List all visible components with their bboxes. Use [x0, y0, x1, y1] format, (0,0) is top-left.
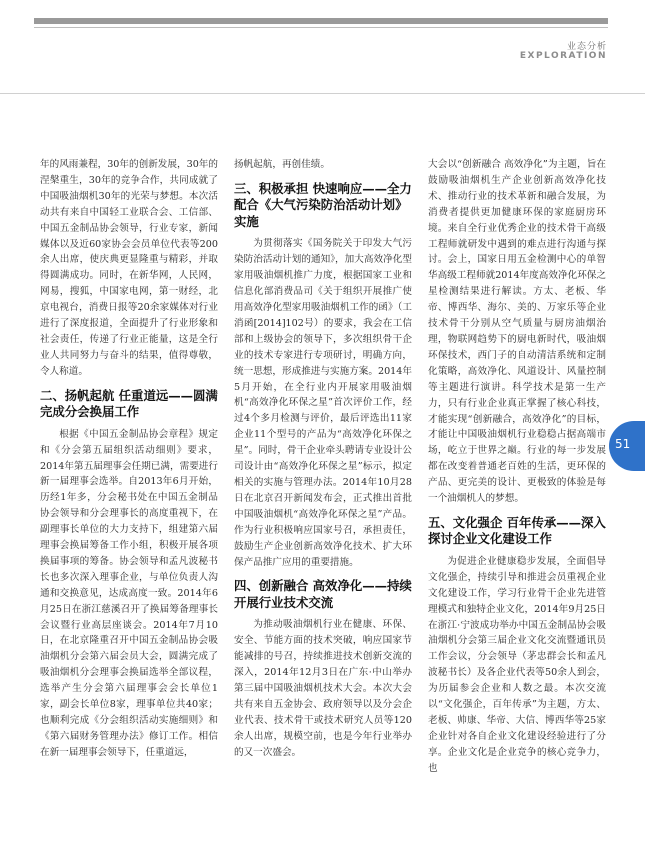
- section-heading-2: 二、扬帆起航 任重道远——圆满完成分会换届工作: [40, 387, 218, 420]
- paragraph: 为促进企业健康稳步发展，全面倡导文化强企，持续引导和推进会员重视企业文化建设工作，学习行业骨干企业先进管理模式和独特企业文化，2014年9月25日在浙江·宁波成功举办中国五金制品协会吸油烟机分会第三届企业文化交流暨通讯员工作会议，分会领导（茅忠群会长和孟凡波秘书长）及各企业代表等50余人到会，为历届参会企业和人数之最。本次交流以“文化强企，百年传承”为主题，方太、老板、帅康、华帝、大信、博西华等25家企业针对各自企业文化建设经验进行了分享。企业文化是企业竞争的核心竞争力，也: [428, 555, 606, 774]
- section-heading-3: 三、积极承担 快速响应——全力配合《大气污染防治活动计划》实施: [234, 180, 412, 229]
- paragraph: 年的风雨兼程，30年的创新发展，30年的涅槃重生，30年的竞争合作，共同成就了中国吸油烟机30年的光荣与梦想。本次活动共有来自中国轻工业联合会、工信部、中国五金制品协会领导，行业专家，新闻媒体以及近60家协会会员单位代表等200余人出席，使庆典更显隆重与精彩，并取得圆满成功。同时，在新华网，人民网，网易，搜狐，中国家电网，第一财经，北京电视台，消费日报等20余家媒体对行业进行了深度报道，全面提升了行业形象和社会责任，传递了行业正能量，这是全行业人共同努力与奋斗的结果，值得尊敬，令人称道。: [40, 159, 218, 377]
- header-rule-thin: [34, 27, 608, 28]
- section-heading-4: 四、创新融合 高效净化——持续开展行业技术交流: [234, 578, 412, 610]
- column-2: [234, 157, 412, 761]
- paragraph: 为贯彻落实《国务院关于印发大气污染防治活动计划的通知》，加大高效净化型家用吸油烟机推广力度，根据国家工业和信息化部消费品司《关于组织开展推广使用高效净化型家用吸油烟机工作的函》（工消函[2014]102号）的要求，我会在工信部和上级协会的领导下，多次组织骨干企业的技术专家进行专项研讨，明确方向，统一思想，形成推进与实施方案。2014年5月开始，在全行业内开展家用吸油烟机“高效净化环保之星”首次评价工作，经过4个多月检测与评价，最后评选出11家企业11个型号的产品为“高效净化环保之星”。同时，骨干企业牵头聘请专业设计公司设计由“高效净化环保之星”标示，拟定相关的实施与管理办法。2014年10月28日在北京召开新闻发布会，正式推出首批中国吸油烟机“高效净化环保之星”产品。作为行业积极响应国家号召，承担责任，鼓励生产企业创新高效净化技术、扩大环保产品推广应用的重要措施。: [234, 238, 412, 568]
- paragraph: 根据《中国五金制品协会章程》规定和《分会第五届组织活动细则》要求，2014年第五届理事会任期已满，需要进行新一届理事会选举。自2013年6月开始，历经1年多，分会秘书处在中国五金制品协会领导和分会理事长的高度重视下，在副理事长单位的大力支持下，组建第六届理事会换届筹备工作小组，积极开展各项换届事项的筹备。协会领导和孟凡波秘书长也多次深入理事企业，与单位负责人沟通和交换意见，达成高度一致。2014年6月25日在浙江慈溪召开了换届筹备理事长会议暨行业高层座谈会。2014年7月10日，在北京隆重召开中国五金制品协会吸油烟机分会第六届会员大会，圆满完成了吸油烟机分会理事会换届选举全部议程，选举产生分会第六届理事会会长单位1家，副会长单位8家，理事单位共40家；也顺利完成《分会组织活动实施细则》和《第六届财务管理办法》修订工作。相信在新一届理事会领导下，任重道远，: [40, 428, 218, 758]
- section-title-cn: 业态分析: [566, 42, 607, 52]
- section-title-en: EXPLORATION: [519, 51, 607, 61]
- paragraph: 扬帆起航，再创佳绩。: [234, 159, 330, 170]
- column-3: [428, 157, 606, 777]
- column-1: [40, 157, 218, 761]
- page-divider: [0, 93, 645, 94]
- page-number: 51: [615, 437, 631, 451]
- paragraph: 为推动吸油烟机行业在健康、环保、安全、节能方面的技术突破，响应国家节能减排的号召，持续推进技术创新交流的深入，2014年12月3日在广东·中山举办第三届中国吸油烟机技术大会。本次大会共有来自五金协会、政府领导以及分会企业代表、技术骨干或技术研究人员等120余人出席，规模空前，也是今年行业举办的又一次盛会。: [234, 619, 412, 758]
- paragraph: 大会以“创新融合 高效净化”为主题，旨在鼓励吸油烟机生产企业创新高效净化技术、推动行业的技术革新和融合发展，为消费者提供更加健康环保的家庭厨房环境。来自全行业优秀企业的技术骨干高级工程师就研发中遇到的难点进行沟通与探讨。会上，国家日用五金检测中心的单智华高级工程师就2014年度高效净化环保之星检测结果进行解读。方太、老板、华帝、博西华、海尔、美的、万家乐等企业技术骨干分别从空气质量与厨房油烟治理，物联网趋势下的厨电新时代，吸油烟环保技术，西门子的自动清洁系统和定制化策略，高效净化、风道设计、风量控制等主题进行演讲。科学技术是第一生产力，只有行业企业真正掌握了核心科技，才能实现“创新融合，高效净化”的目标，才能让中国吸油烟机行业稳稳占据高端市场，屹立于世界之巅。行业的每一步发展都在改变着普通老百姓的生活，更环保的产品、更完美的设计、更极致的体验是每一个油烟机人的梦想。: [428, 159, 606, 505]
- header-rule-thick: [34, 18, 608, 24]
- section-heading-5: 五、文化强企 百年传承——深入探讨企业文化建设工作: [428, 514, 606, 547]
